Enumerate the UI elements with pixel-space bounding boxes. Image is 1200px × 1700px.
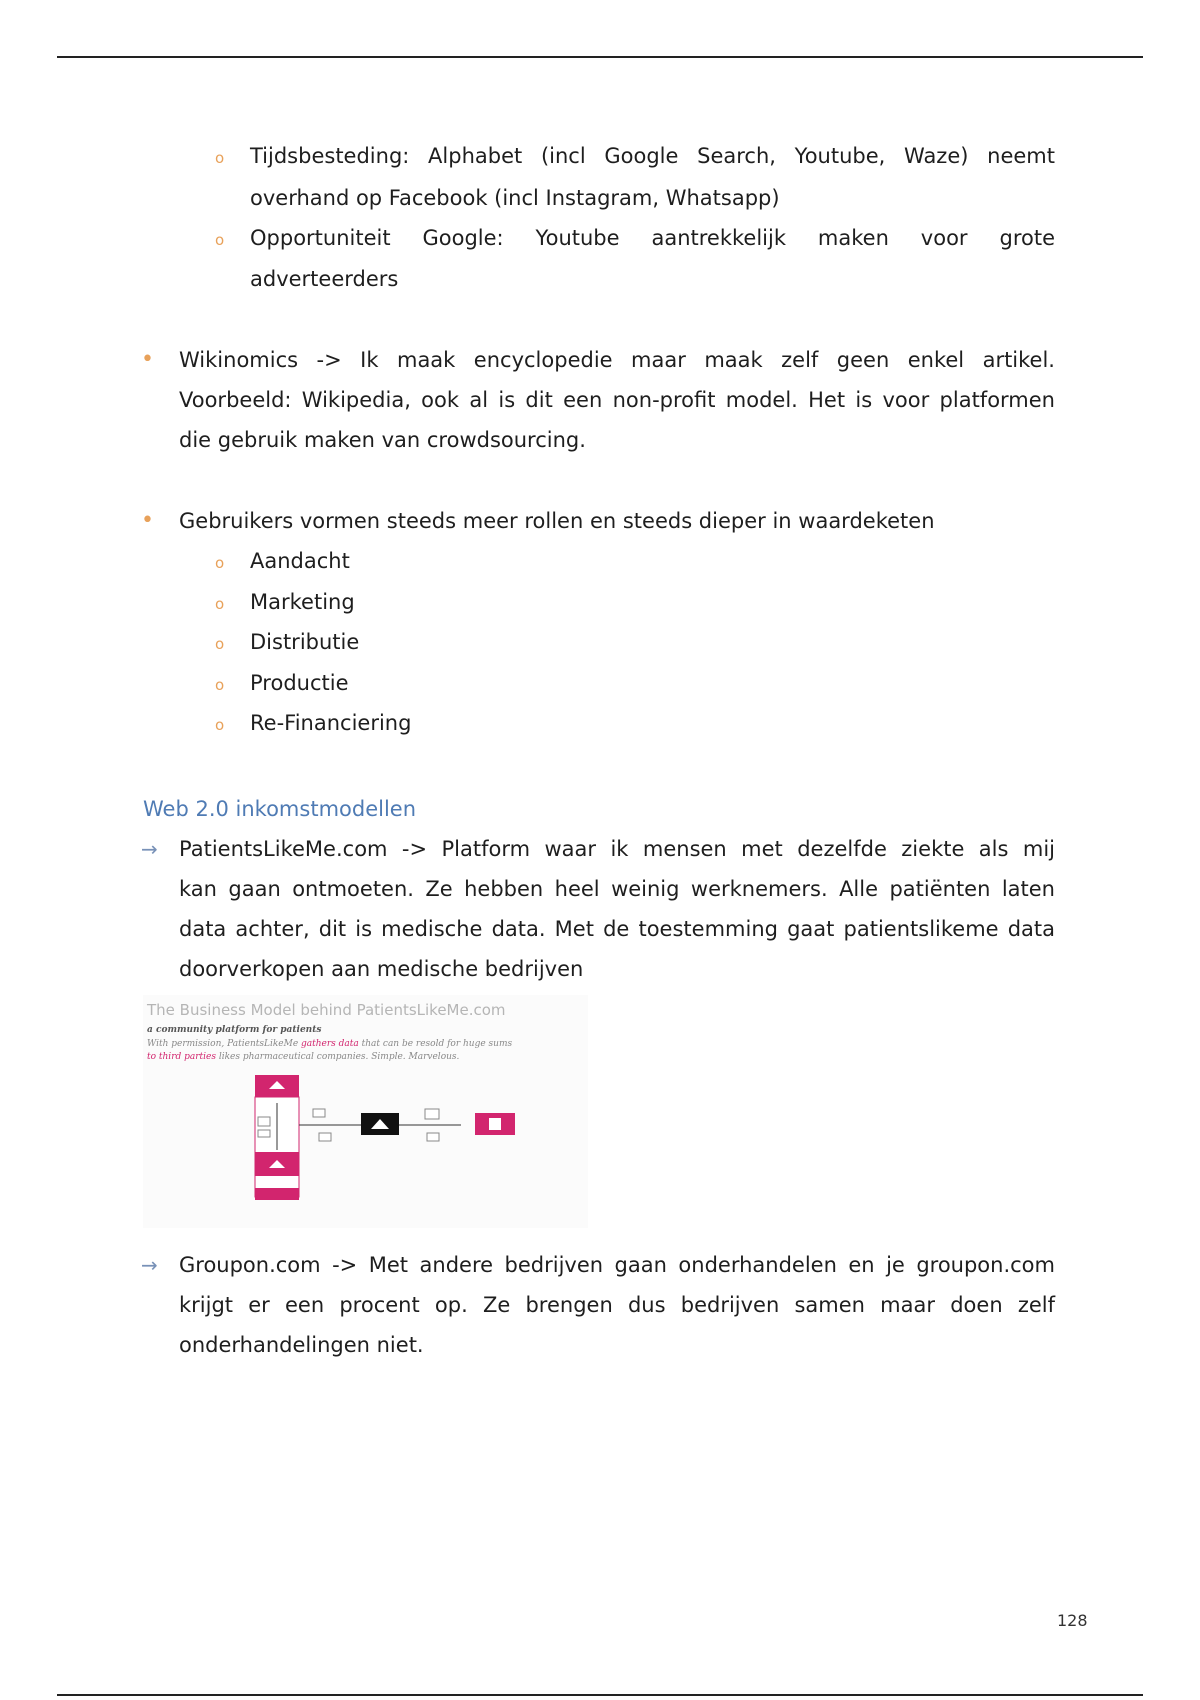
section-heading: Web 2.0 inkomstmodellen: [143, 797, 417, 821]
figure-title: The Business Model behind PatientsLikeMe.com: [147, 1001, 506, 1019]
figure-desc-text: likes pharmaceutical companies. Simple. Marvelous.: [215, 1052, 460, 1062]
users-subitem: Distributie: [250, 630, 360, 654]
small-doc-icon: [258, 1130, 270, 1137]
patientslikeme-line-1: PatientsLikeMe.com -> Platform waar ik mensen met dezelfde ziekte als mij: [179, 837, 1055, 861]
google-line-2: adverteerders: [250, 267, 399, 291]
sub-bullet-icon: o: [215, 635, 225, 653]
business-model-diagram: [143, 1065, 588, 1225]
page-number: 128: [1057, 1611, 1088, 1630]
bullet-icon: •: [141, 508, 154, 533]
sub-bullet-icon: o: [215, 149, 225, 167]
small-doc-icon: [427, 1133, 439, 1141]
users-subitem: Aandacht: [250, 549, 350, 573]
sub-bullet-icon: o: [215, 676, 225, 694]
patientslikeme-line-3: data achter, dit is medische data. Met de toestemming gaat patientslikeme data: [179, 917, 1055, 941]
small-doc-icon: [425, 1109, 439, 1119]
arrow-icon: →: [141, 837, 158, 861]
patient-label-box: [255, 1188, 299, 1200]
google-line-1: Opportuniteit Google: Youtube aantrekkelijk maken voor grote: [250, 226, 1055, 250]
bullet-icon: •: [141, 347, 154, 372]
figure-desc-highlight: to third parties: [147, 1052, 216, 1062]
patientslikeme-line-2: kan gaan ontmoeten. Ze hebben heel weinig werknemers. Alle patiënten laten: [179, 877, 1055, 901]
sub-bullet-icon: o: [215, 716, 225, 734]
figure-desc-highlight: gathers data: [301, 1039, 359, 1049]
sub-bullet-icon: o: [215, 231, 225, 249]
figure-desc-text: that can be resold for huge sums: [358, 1039, 513, 1049]
small-doc-icon: [319, 1133, 331, 1141]
arrow-icon: →: [141, 1253, 158, 1277]
business-model-figure: [143, 995, 588, 1228]
patientslikeme-line-4: doorverkopen aan medische bedrijven: [179, 957, 584, 981]
sub-bullet-icon: o: [215, 595, 225, 613]
third-party-icon: [489, 1118, 501, 1130]
groupon-line-1: Groupon.com -> Met andere bedrijven gaan onderhandelen en je groupon.com: [179, 1253, 1055, 1277]
wikinomics-line-2: Voorbeeld: Wikipedia, ook al is dit een non-profit model. Het is voor platformen: [179, 388, 1055, 412]
wikinomics-line-1: Wikinomics -> Ik maak encyclopedie maar maak zelf geen enkel artikel.: [179, 348, 1055, 372]
alphabet-line-1: Tijdsbesteding: Alphabet (incl Google Search, Youtube, Waze) neemt: [250, 144, 1055, 168]
small-doc-icon: [258, 1117, 270, 1126]
groupon-line-3: onderhandelingen niet.: [179, 1333, 424, 1357]
figure-subtitle: a community platform for patients: [147, 1025, 322, 1035]
wikinomics-line-3: die gebruik maken van crowdsourcing.: [179, 428, 586, 452]
figure-description: [147, 1038, 587, 1064]
sub-bullet-icon: o: [215, 554, 225, 572]
footer-rule: [57, 1694, 1143, 1696]
groupon-line-2: krijgt er een procent op. Ze brengen dus bedrijven samen maar doen zelf: [179, 1293, 1055, 1317]
users-subitem: Marketing: [250, 590, 355, 614]
users-text: Gebruikers vormen steeds meer rollen en steeds dieper in waardeketen: [179, 509, 935, 533]
users-subitem: Productie: [250, 671, 349, 695]
alphabet-line-2: overhand op Facebook (incl Instagram, Whatsapp): [250, 186, 780, 210]
figure-desc-text: With permission, PatientsLikeMe: [147, 1039, 302, 1049]
header-rule: [57, 56, 1143, 58]
users-subitem: Re-Financiering: [250, 711, 412, 735]
small-doc-icon: [313, 1109, 325, 1117]
